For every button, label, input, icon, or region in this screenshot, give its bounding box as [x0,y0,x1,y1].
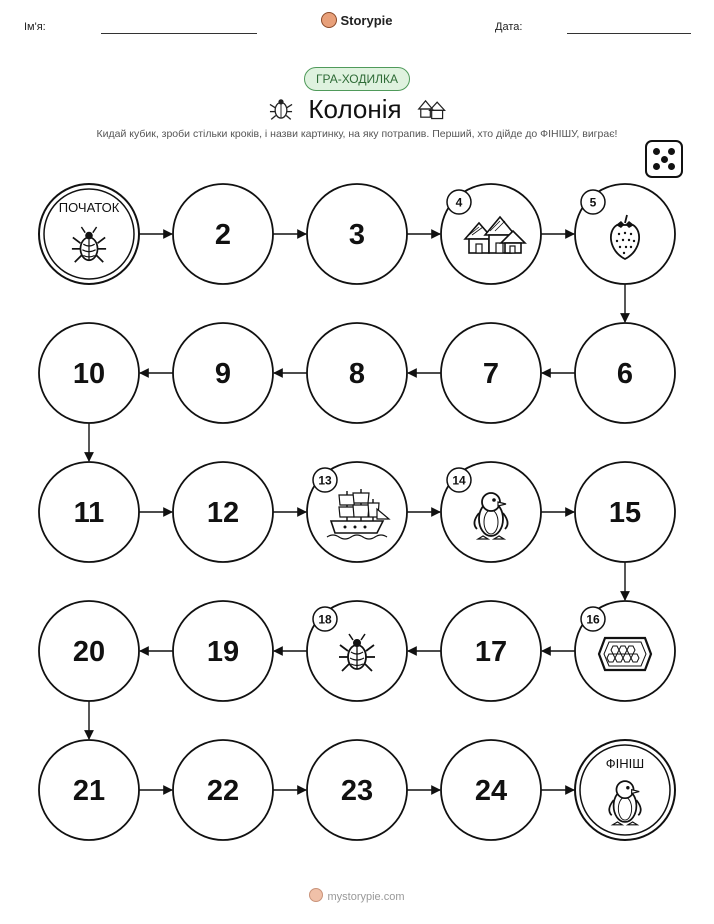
cell-number: 18 [318,612,332,627]
cell-number: 22 [206,775,240,807]
start-cell [39,184,139,284]
cell-8 [307,323,407,423]
cell-18 [307,601,407,701]
cell-number: 16 [586,612,600,627]
cell-24 [441,740,541,840]
cell-number: 12 [206,497,240,529]
cell-5 [575,184,675,284]
storypie-mascot-icon [309,888,323,902]
cell-number: 20 [72,636,106,668]
cell-number: 19 [206,636,240,668]
cell-number: 23 [340,775,374,807]
cell-14 [441,462,541,562]
board-cells [39,184,675,840]
cell-number: 15 [608,497,642,529]
cell-number: 10 [72,358,106,390]
cell-number: 17 [474,636,508,668]
cell-12 [173,462,273,562]
cell-17 [441,601,541,701]
cell-20 [39,601,139,701]
cell-16 [575,601,675,701]
date-label: Дата: [495,21,523,33]
cell-7 [441,323,541,423]
cell-number: 9 [214,358,232,390]
start-label: ПОЧАТОК [58,200,120,215]
cell-number: 21 [72,775,106,807]
cell-number: 4 [455,195,463,210]
cell-number: 3 [348,219,366,251]
cell-22 [173,740,273,840]
cell-11 [39,462,139,562]
cell-number: 5 [589,195,597,210]
footer [0,888,714,903]
cell-number: 24 [474,775,508,807]
cell-19 [173,601,273,701]
cell-number: 13 [318,473,332,488]
cell-23 [307,740,407,840]
cell-number: 11 [73,497,105,529]
cell-number: 6 [616,358,634,390]
cell-9 [173,323,273,423]
honeycomb-icon [599,638,651,670]
cell-4 [441,184,541,284]
game-type-badge: ГРА-ХОДИЛКА [304,67,410,91]
cell-number: 8 [348,358,366,390]
cell-21 [39,740,139,840]
instructions: Кидай кубик, зроби стільки кроків, і назви картинку, на яку потрапив. Перший, хто дійде до ФІНІШУ, виграє! [96,128,618,140]
finish-cell [575,740,675,840]
finish-label: ФІНІШ [605,756,645,771]
footer-url[interactable]: mystorypie.com [327,891,405,903]
brand-name: Storypie [340,13,393,28]
cell-15 [575,462,675,562]
cell-2 [173,184,273,284]
cell-6 [575,323,675,423]
cell-13 [307,462,407,562]
cell-number: 7 [482,358,500,390]
cell-10 [39,323,139,423]
title-text: Колонія [308,94,402,124]
cell-number: 14 [452,473,466,488]
cell-number: 2 [214,219,232,251]
name-label: Ім'я: [24,21,46,33]
cell-3 [307,184,407,284]
